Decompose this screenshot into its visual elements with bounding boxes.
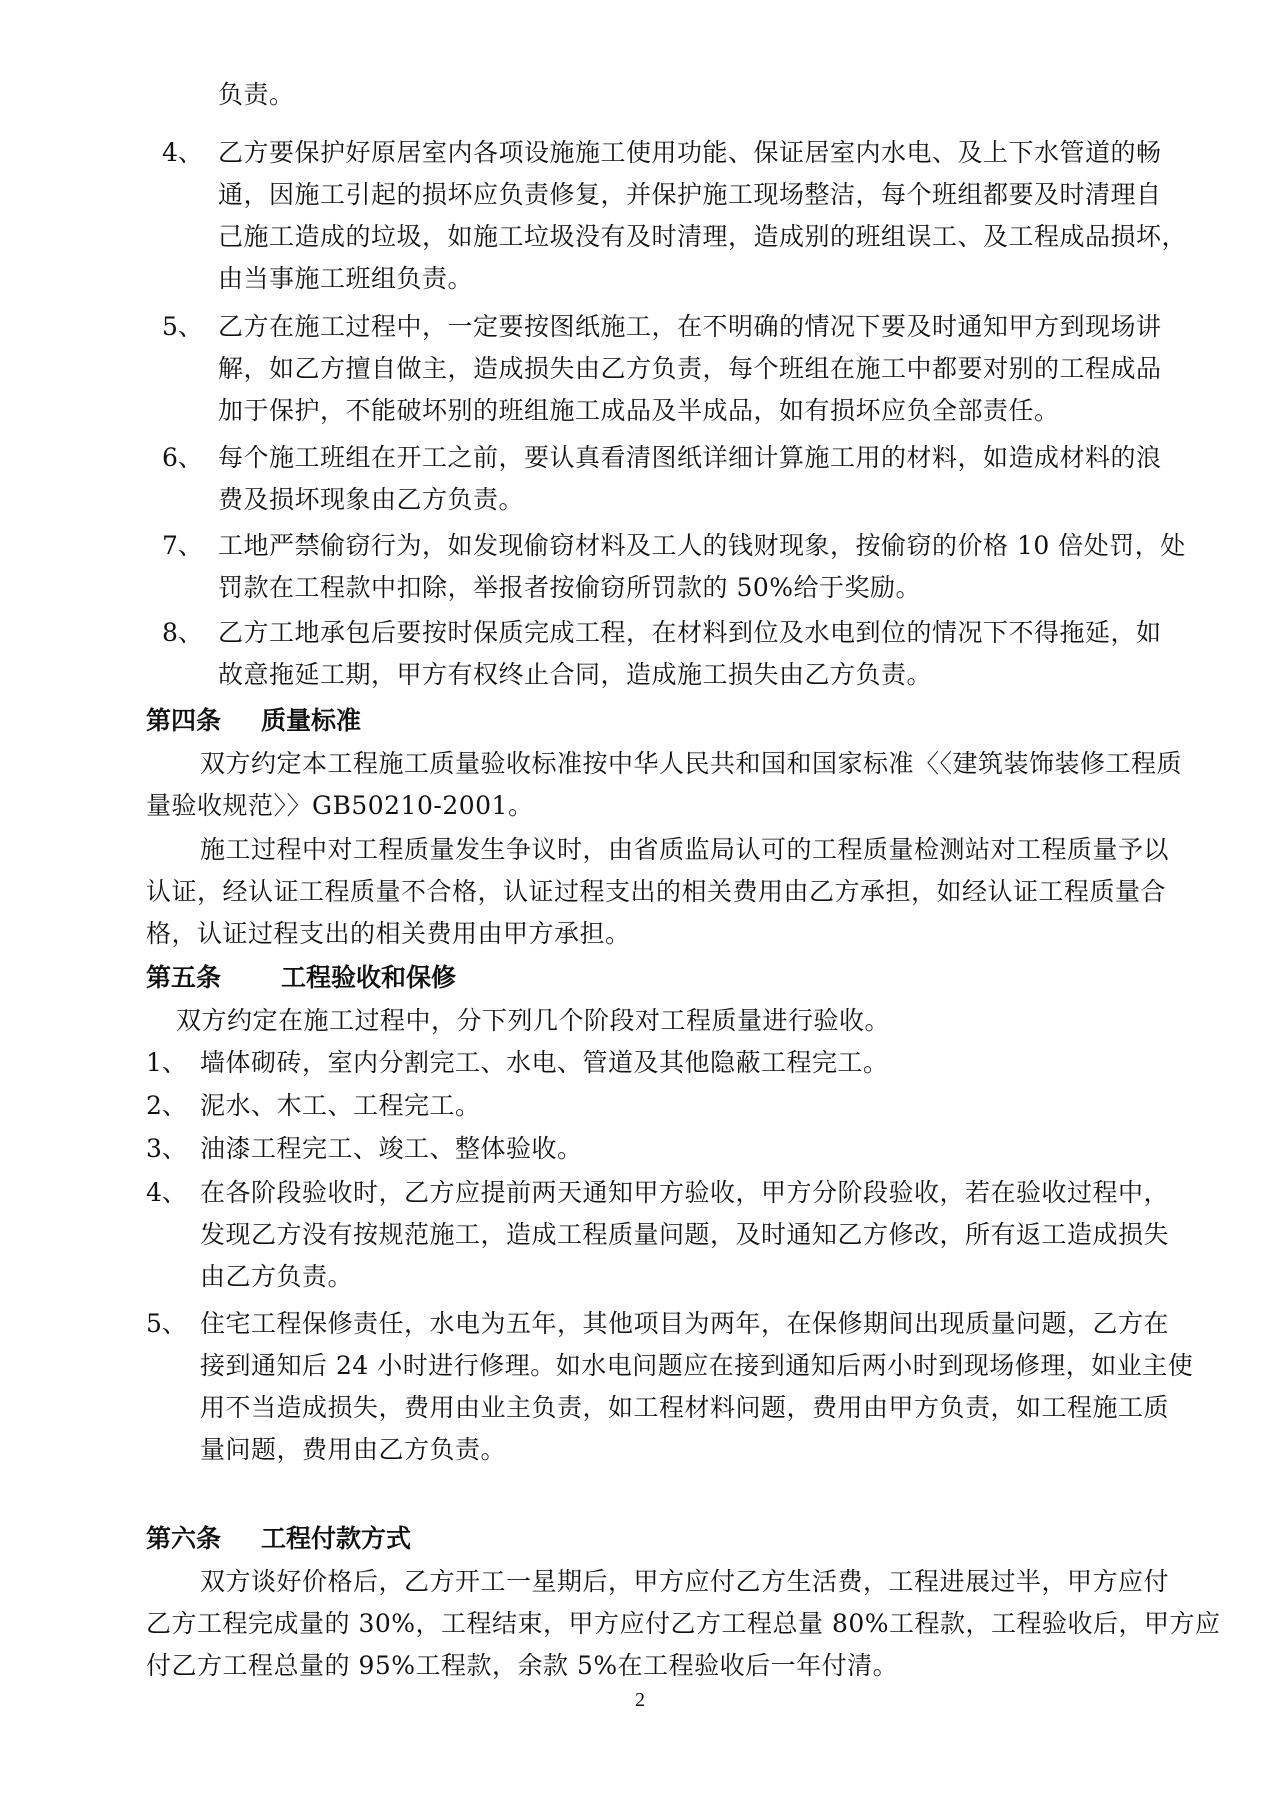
article-title: 质量标准 bbox=[261, 706, 362, 735]
item-text-line: 泥水、木工、工程完工。 bbox=[200, 1091, 481, 1120]
paragraph-line: 认证，经认证工程质量不合格，认证过程支出的相关费用由乙方承担，如经认证工程质量合 bbox=[146, 877, 1167, 906]
item-text-line: 通，因施工引起的损坏应负责修复，并保护施工现场整洁，每个班组都要及时清理自 bbox=[218, 180, 1162, 209]
item-text-line: 乙方工地承包后要按时保质完成工程，在材料到位及水电到位的情况下不得拖延，如 bbox=[218, 618, 1162, 647]
article-title: 工程付款方式 bbox=[261, 1524, 412, 1553]
item-number: 1、 bbox=[146, 1048, 187, 1077]
item3-tail: 负责。 bbox=[218, 80, 295, 109]
item-number: 5、 bbox=[146, 1309, 187, 1338]
item-text-line: 住宅工程保修责任，水电为五年，其他项目为两年，在保修期间出现质量问题，乙方在 bbox=[200, 1309, 1170, 1338]
item-text-line: 量问题，费用由乙方负责。 bbox=[200, 1435, 507, 1464]
item-number: 5、 bbox=[162, 312, 203, 341]
item-number: 2、 bbox=[146, 1091, 187, 1120]
page-number: 2 bbox=[635, 1689, 645, 1711]
item-text-line: 故意拖延工期，甲方有权终止合同，造成施工损失由乙方负责。 bbox=[218, 660, 933, 689]
paragraph-line: 双方约定本工程施工质量验收标准按中华人民共和国和国家标准〈〈建筑装饰装修工程质 bbox=[200, 749, 1183, 778]
item-text-line: 在各阶段验收时，乙方应提前两天通知甲方验收，甲方分阶段验收，若在验收过程中， bbox=[200, 1178, 1170, 1207]
paragraph-line: 付乙方工程总量的 95%工程款，余款 5%在工程验收后一年付清。 bbox=[146, 1651, 899, 1680]
item-text-line: 由乙方负责。 bbox=[200, 1262, 354, 1291]
item-number: 4、 bbox=[146, 1178, 187, 1207]
item-text-line: 墙体砌砖，室内分割完工、水电、管道及其他隐蔽工程完工。 bbox=[200, 1048, 889, 1077]
item-text-line: 工地严禁偷窃行为，如发现偷窃材料及工人的钱财现象，按偷窃的价格 10 倍处罚，处 bbox=[218, 531, 1186, 560]
item-text-line: 发现乙方没有按规范施工，造成工程质量问题，及时通知乙方修改，所有返工造成损失 bbox=[200, 1220, 1170, 1249]
article-label: 第四条 bbox=[146, 706, 222, 735]
item-text-line: 乙方要保护好原居室内各项设施施工使用功能、保证居室内水电、及上下水管道的畅 bbox=[218, 138, 1162, 167]
article-title: 工程验收和保修 bbox=[281, 963, 457, 992]
item-text-line: 每个施工班组在开工之前，要认真看清图纸详细计算施工用的材料，如造成材料的浪 bbox=[218, 443, 1162, 472]
item-number: 6、 bbox=[162, 443, 203, 472]
article4-heading bbox=[146, 706, 361, 736]
item-number: 7、 bbox=[162, 531, 203, 560]
article-label: 第五条 bbox=[146, 963, 222, 992]
item-text-line: 用不当造成损失，费用由业主负责，如工程材料问题，费用由甲方负责，如工程施工质 bbox=[200, 1393, 1170, 1422]
paragraph-line: 双方约定在施工过程中，分下列几个阶段对工程质量进行验收。 bbox=[176, 1006, 891, 1035]
article-label: 第六条 bbox=[146, 1524, 222, 1553]
paragraph-line: 量验收规范〉〉GB50210-2001。 bbox=[146, 791, 534, 820]
item-text-line: 乙方在施工过程中，一定要按图纸施工，在不明确的情况下要及时通知甲方到现场讲 bbox=[218, 312, 1162, 341]
item-text-line: 由当事施工班组负责。 bbox=[218, 264, 474, 293]
paragraph-line: 双方谈好价格后，乙方开工一星期后，甲方应付乙方生活费，工程进展过半，甲方应付 bbox=[200, 1567, 1170, 1596]
item-text-line: 费及损坏现象由乙方负责。 bbox=[218, 485, 525, 514]
item-text-line: 加于保护，不能破坏别的班组施工成品及半成品，如有损坏应负全部责任。 bbox=[218, 396, 1060, 425]
item-number: 8、 bbox=[162, 618, 203, 647]
item-text-line: 解，如乙方擅自做主，造成损失由乙方负责，每个班组在施工中都要对别的工程成品 bbox=[218, 354, 1162, 383]
paragraph-line: 乙方工程完成量的 30%，工程结束，甲方应付乙方工程总量 80%工程款，工程验收后，甲方应 bbox=[146, 1609, 1221, 1638]
article5-heading bbox=[146, 963, 456, 993]
item-number: 3、 bbox=[146, 1134, 187, 1163]
item-text-line: 油漆工程完工、竣工、整体验收。 bbox=[200, 1134, 583, 1163]
item-text-line: 罚款在工程款中扣除，举报者按偷窃所罚款的 50%给于奖励。 bbox=[218, 573, 922, 602]
item-text-line: 己施工造成的垃圾，如施工垃圾没有及时清理，造成别的班组误工、及工程成品损坏， bbox=[218, 222, 1188, 251]
paragraph-line: 格，认证过程支出的相关费用由甲方承担。 bbox=[146, 919, 631, 948]
paragraph-line: 施工过程中对工程质量发生争议时，由省质监局认可的工程质量检测站对工程质量予以 bbox=[200, 835, 1170, 864]
item-number: 4、 bbox=[162, 138, 203, 167]
item-text-line: 接到通知后 24 小时进行修理。如水电问题应在接到通知后两小时到现场修理，如业主使 bbox=[200, 1351, 1194, 1380]
article6-heading bbox=[146, 1524, 411, 1554]
